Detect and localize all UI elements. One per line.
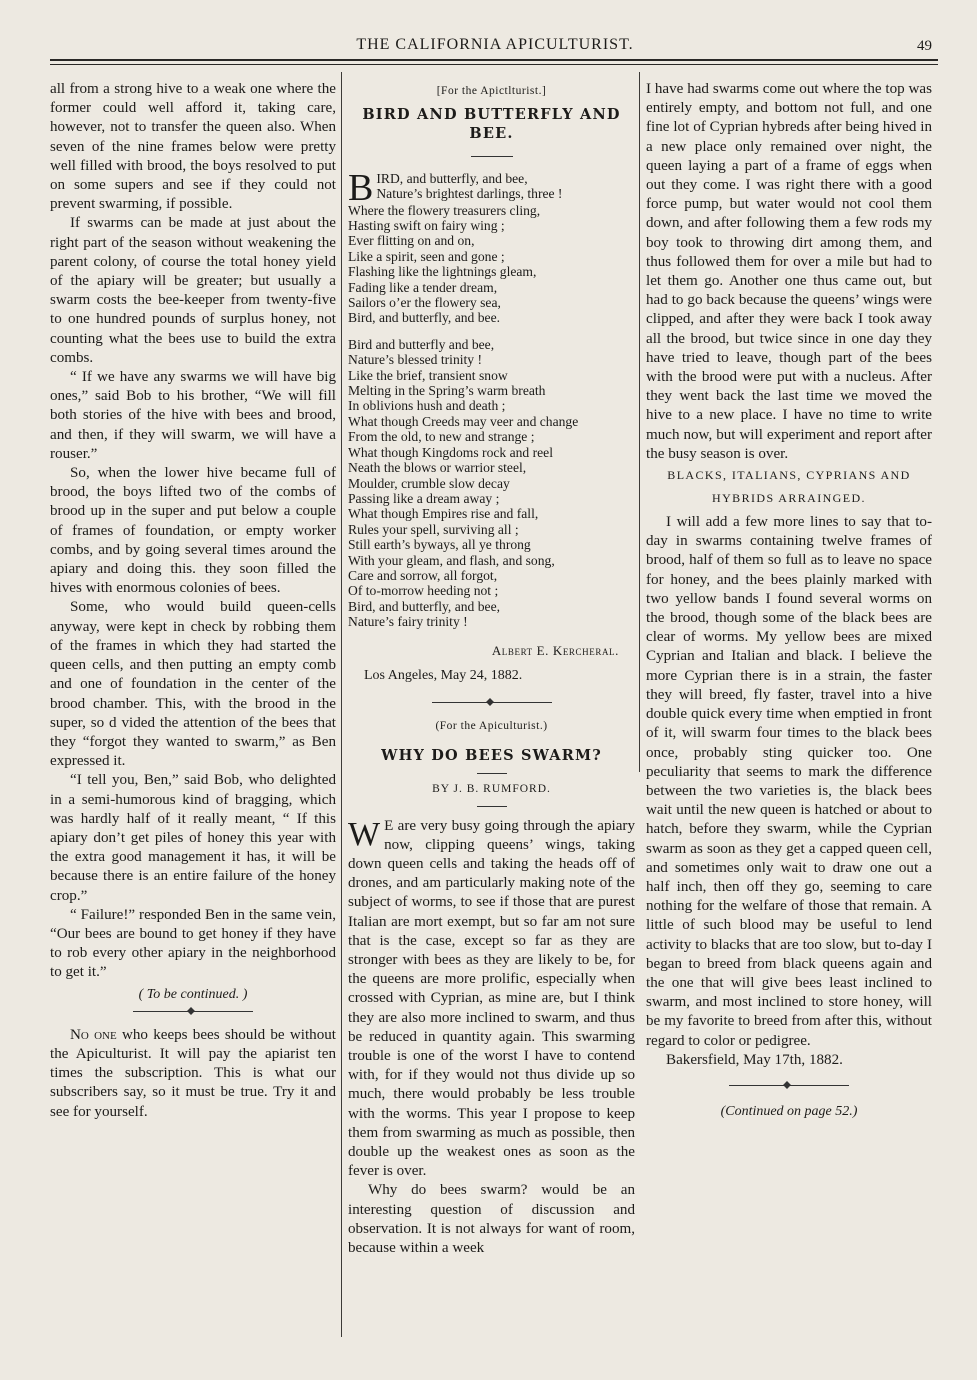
paragraph: Some, who would build queen-cells anyway, were kept in check by robbing them of the frames in which they had started the queen cells, and then putting an empty comb and one of foundation in the center of the brood chamber. This, with the brood in the super, so d vided the attention of the bees that they “forgot they wanted to swarm,” as Ben expressed it. bbox=[50, 599, 336, 770]
poem-line: Hasting swift on fairy wing ; bbox=[348, 218, 505, 234]
paragraph: I will add a few more lines to say that to-day in swarms containing twelve frames of brood, half of them so full as to leave no space for honey, and the bees plainly marked with two yellow bands I found several worms on the brood, though some of the black bees are clear of worms. My yellow bees are mixed Cyprian and Italian and black. I believe the more Cyprian there is in a strain, the faster they will breed, fly faster, travel into a hive double quick every time when emptied in front of it, will swarm four times to the black bees once, probably sting quicker too. One peculiarity that seems to mark the difference between the two varieties is, the black bees wait until the new queen is hatched or about to hatch, before they swarm, while the Cyprian swarm as soon as they get a capped queen cell, and sometimes only wait to draw one out a half inch, then off they go, seeming to care nothing for the welfare of those that remain. A little of such blood may be useful to lend activity to blacks that are too slow, but to-day I began to breed from black queens again and the one that will give bees least inclined to swarm, and most inclined to store honey, will be my favorite to breed from after this, without regard to color or pedigree. bbox=[646, 514, 932, 1049]
to-be-continued: ( To be continued. ) bbox=[138, 986, 248, 1002]
article-paragraph: Why do bees swarm? would be an interesting question of discussion and observation. It is not always for want of room, because within a week bbox=[348, 1182, 635, 1257]
paragraph: “I tell you, Ben,” said Bob, who delighted in a semi-humorous kind of bragging, which was hardly half of it really meant, “ If this apiary don’t get piles of honey this year with the extra good management it has, it will be because there is an entire failure of the honey crop.” bbox=[50, 772, 336, 904]
journal-title: THE CALIFORNIA APICULTURIST. bbox=[356, 36, 634, 53]
poem-line: Care and sorrow, all forgot, bbox=[348, 567, 498, 583]
paragraph: all from a strong hive to a weak one where the former could well afford it, taking care, however, not to transfer the queen also. When seven of the nine frames below were pretty well filled with brood, the boys resolved to put on some supers and see if they could not prevent swarming, if possible. bbox=[50, 81, 336, 213]
poem-line: Like the brief, transient snow bbox=[348, 367, 508, 383]
poem-line: Bird, and butterfly, and bee. bbox=[348, 310, 501, 326]
page-number: 49 bbox=[917, 38, 932, 54]
title-rule bbox=[477, 773, 507, 774]
poem-line: Bird and butterfly and bee, bbox=[348, 336, 495, 352]
poem-line: Melting in the Spring’s warm breath bbox=[348, 383, 546, 399]
divider-ornament bbox=[133, 1006, 253, 1016]
paragraph: “ If we have any swarms we will have big ones,” said Bob to his brother, “We will fill both stories of the hive with bees and brood, and then, if they will swarm, we will have a rouser.” bbox=[50, 369, 336, 462]
header-rule-thick bbox=[50, 59, 938, 61]
paragraph: I have had swarms come out where the top was entirely empty, and bottom not full, and one fine lot of Cyprian hybreds after being hived in a new place only remained over night, the queen laying a part of a frame of eggs when out they come. I was right there with a good force pump, but water would not cool them down, and after following them a few rods my boy took to throwing dirt among them, and thus followed them for over a mile but had to let them go. Another one thus came out, but had to go back because the queens’ wings were clipped, and after they were back I took away all the brood, but twice since in one day they have tried to leave, though part of the bees with the brood were put with a nucleus. After they went back the last time we moved the hive to a new place. I have no time to write much now, but will experiment and report after the busy season is over. bbox=[646, 81, 932, 462]
poem-line: In oblivions hush and death ; bbox=[348, 398, 506, 414]
column-3 bbox=[646, 80, 932, 1348]
article-title: WHY DO BEES SWARM? bbox=[381, 747, 602, 765]
poem-line: Like a spirit, seen and gone ; bbox=[348, 248, 505, 264]
poem-line: Fading like a tender dream, bbox=[348, 279, 498, 295]
poem-line: IRD, and butterfly, and bee, bbox=[376, 170, 528, 186]
poem-line: Rules your spell, surviving all ; bbox=[348, 521, 519, 537]
poem-line: Nature’s blessed trinity ! bbox=[348, 352, 483, 368]
paragraph: “ Failure!” responded Ben in the same vein, “Our bees are bound to get honey if they have to rob every other apiary in the neighborhood to get it.” bbox=[50, 906, 336, 981]
continued-note: (Continued on page 52.) bbox=[720, 1103, 858, 1119]
poem-line: Bird, and butterfly, and bee, bbox=[348, 598, 501, 614]
poem-line: Nature’s brightest darlings, three ! bbox=[376, 186, 563, 202]
section-subheading: BLACKS, ITALIANS, CYPRIANS AND HYBRIDS ARRAINGED. bbox=[667, 468, 911, 506]
title-rule bbox=[471, 156, 513, 157]
paragraph: If swarms can be made at just about the right part of the season without weakening the parent colony, of course the total honey yield of the apiary will be greater; but usually a swarm costs the bee-keeper from twenty-five to one hundred pounds of surplus honey, not counting what the bees use to build the extra combs. bbox=[50, 215, 336, 366]
column-2 bbox=[348, 80, 635, 1348]
poem-line: What though Empires rise and fall, bbox=[348, 506, 539, 522]
poem-line: Flashing like the lightnings gleam, bbox=[348, 264, 537, 280]
poem-line: Moulder, crumble slow decay bbox=[348, 475, 510, 491]
poem-line: Ever flitting on and on, bbox=[348, 233, 475, 249]
notice-text: who keeps bees should be without the Apiculturist. It will pay the apiarist ten times the subscription. This is what our subscribers say, so it must be true. Try it and see for yourself. bbox=[50, 1026, 336, 1120]
poem-opening bbox=[348, 171, 635, 203]
poem-line: Of to-morrow heeding not ; bbox=[348, 583, 499, 599]
poem-line: Neath the blows or warrior steel, bbox=[348, 460, 527, 476]
article-paragraph-text: E are very busy going through the apiary now, clipping queens’ wings, taking down queen cells and taking the heads off of drones, and am particularly making note of the subject of worms, to see if those that are purest Italian are mort exempt, but so far am not sure that is the case, except so far as they are stronger with bees as they are likely to be, for the queens are more prolific, especially when crossed with Cyprian, as mine are, but I think they are also more inclined to swarm, and thus be reduced in quantity again. This swarming trouble is one of the worst I have to contend with, for if they would not thus divide up so much, there would probably be less trouble with the worms. This year I propose to keep them from swarming as much as possible, then double up the weakest ones as soon as the fever is over. bbox=[348, 817, 635, 1180]
poem-author: Albert E. Kercheral. bbox=[491, 642, 619, 658]
column-1 bbox=[50, 80, 336, 1348]
poem-line: From the old, to new and strange ; bbox=[348, 429, 535, 445]
article-byline: BY J. B. RUMFORD. bbox=[432, 783, 551, 796]
place-date: Bakersfield, May 17th, 1882. bbox=[666, 1051, 843, 1068]
poem-drop-cap: B bbox=[348, 170, 374, 203]
notice-paragraph bbox=[50, 1026, 336, 1122]
poem-line: Where the flowery treasurers cling, bbox=[348, 202, 541, 218]
poem-line: What though Kingdoms rock and reel bbox=[348, 444, 553, 460]
poem-line: Passing like a dream away ; bbox=[348, 490, 500, 506]
divider-ornament bbox=[432, 697, 552, 707]
article-source: (For the Apiculturist.) bbox=[435, 719, 548, 732]
byline-rule bbox=[477, 806, 507, 807]
poem-line: Sailors o’er the flowery sea, bbox=[348, 295, 501, 311]
notice-lead: No one bbox=[70, 1026, 117, 1043]
poem bbox=[348, 171, 635, 630]
poem-place-date: Los Angeles, May 24, 1882. bbox=[364, 667, 523, 683]
article-drop-cap: W bbox=[348, 815, 381, 853]
header-rule-thin bbox=[50, 64, 938, 65]
poem-line: Still earth’s byways, all ye throng bbox=[348, 537, 531, 553]
poem-line: With your gleam, and flash, and song, bbox=[348, 552, 555, 568]
column-divider-1 bbox=[341, 72, 342, 1337]
stanza-1 bbox=[348, 203, 635, 326]
column-divider-2 bbox=[639, 72, 640, 772]
poem-title: BIRD AND BUTTERFLY AND BEE. bbox=[362, 106, 621, 143]
article-paragraph bbox=[348, 817, 635, 1182]
poem-line: What though Creeds may veer and change bbox=[348, 413, 579, 429]
poem-source: [For the Apictlturist.] bbox=[436, 85, 547, 97]
poem-line: Nature’s fairy trinity ! bbox=[348, 614, 468, 630]
stanza-2 bbox=[348, 337, 635, 630]
divider-ornament bbox=[729, 1080, 849, 1090]
paragraph: So, when the lower hive became full of brood, the boys lifted two of the combs of brood up in the super and put below a couple of frames of foundation, or empty worker combs, and by going several times around the apiary and doing this. they soon filled the hives with enormous colonies of bees. bbox=[50, 465, 336, 597]
